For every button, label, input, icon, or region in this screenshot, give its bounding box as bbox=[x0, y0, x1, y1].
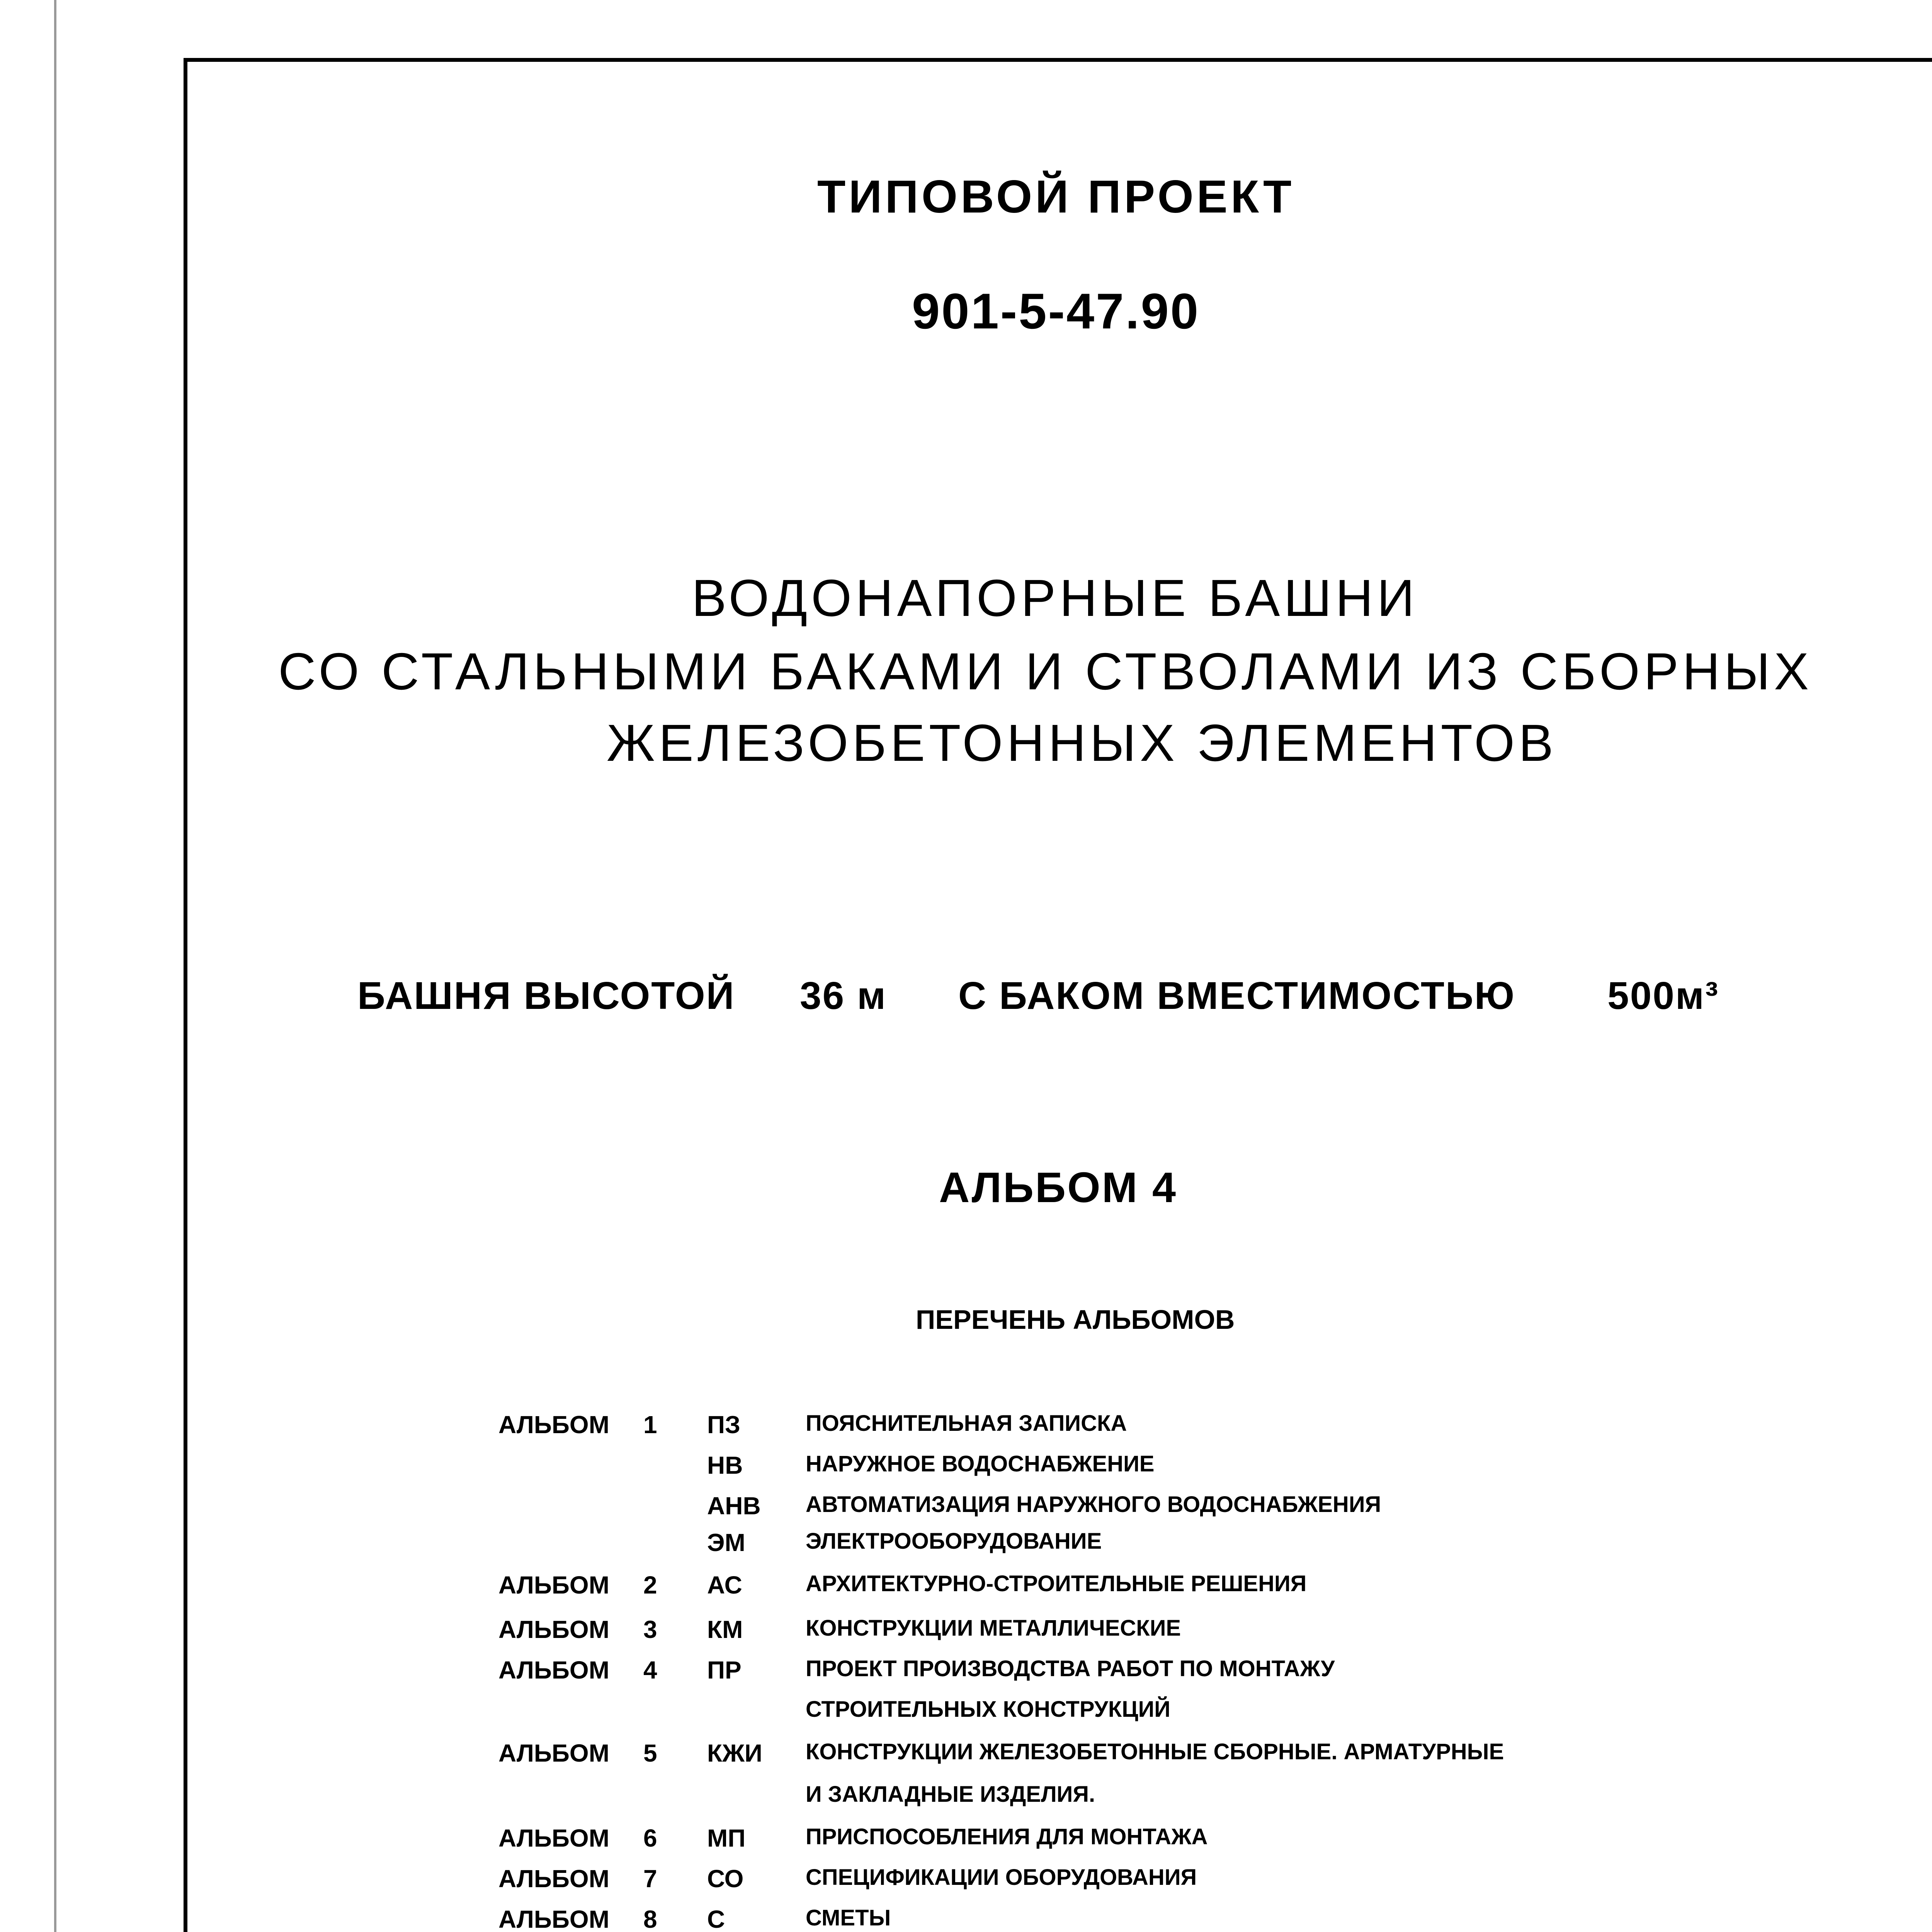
row-description: НАРУЖНОЕ ВОДОСНАБЖЕНИЕ bbox=[806, 1451, 1155, 1476]
row-description: ЭЛЕКТРООБОРУДОВАНИЕ bbox=[806, 1529, 1102, 1554]
row-number: 8 bbox=[643, 1905, 657, 1932]
row-description: АРХИТЕКТУРНО-СТРОИТЕЛЬНЫЕ РЕШЕНИЯ bbox=[806, 1571, 1307, 1596]
row-description: АВТОМАТИЗАЦИЯ НАРУЖНОГО ВОДОСНАБЖЕНИЯ bbox=[806, 1492, 1381, 1517]
row-label: АЛЬБОМ bbox=[498, 1865, 609, 1893]
row-label: АЛЬБОМ bbox=[498, 1905, 609, 1932]
row-code: ПЗ bbox=[707, 1411, 741, 1439]
row-description: И ЗАКЛАДНЫЕ ИЗДЕЛИЯ. bbox=[806, 1782, 1095, 1807]
tank-volume-label: С БАКОМ ВМЕСТИМОСТЬЮ bbox=[958, 974, 1515, 1017]
row-code: МП bbox=[707, 1824, 746, 1852]
row-label: АЛЬБОМ bbox=[498, 1739, 609, 1767]
heading-line-1: ВОДОНАПОРНЫЕ БАШНИ bbox=[692, 569, 1418, 627]
row-code: ЭМ bbox=[707, 1529, 745, 1556]
row-description: СПЕЦИФИКАЦИИ ОБОРУДОВАНИЯ bbox=[806, 1865, 1197, 1890]
row-code: АС bbox=[707, 1571, 742, 1599]
row-label: АЛЬБОМ bbox=[498, 1571, 609, 1599]
row-description: ПРОЕКТ ПРОИЗВОДСТВА РАБОТ ПО МОНТАЖУ bbox=[806, 1656, 1335, 1681]
row-number: 5 bbox=[643, 1739, 657, 1767]
document-type: ТИПОВОЙ ПРОЕКТ bbox=[817, 171, 1295, 223]
album-list-title: ПЕРЕЧЕНЬ АЛЬБОМОВ bbox=[916, 1304, 1235, 1335]
row-label: АЛЬБОМ bbox=[498, 1656, 609, 1684]
row-number: 2 bbox=[643, 1571, 657, 1599]
row-code: ПР bbox=[707, 1656, 742, 1684]
tower-height-label: БАШНЯ ВЫСОТОЙ bbox=[357, 974, 735, 1017]
row-description: ПОЯСНИТЕЛЬНАЯ ЗАПИСКА bbox=[806, 1411, 1127, 1436]
row-code: С bbox=[707, 1905, 725, 1932]
row-number: 6 bbox=[643, 1824, 657, 1852]
row-code: АНВ bbox=[707, 1492, 761, 1520]
row-number: 7 bbox=[643, 1865, 657, 1893]
row-code: НВ bbox=[707, 1451, 743, 1479]
row-code: КМ bbox=[707, 1616, 743, 1643]
tank-volume: 500м³ bbox=[1607, 974, 1719, 1017]
album-number: АЛЬБОМ 4 bbox=[939, 1164, 1178, 1211]
left-scan-edge bbox=[54, 0, 56, 1932]
project-number: 901-5-47.90 bbox=[912, 283, 1200, 339]
row-description: СМЕТЫ bbox=[806, 1905, 891, 1930]
row-number: 1 bbox=[643, 1411, 657, 1439]
row-code: КЖИ bbox=[707, 1739, 762, 1767]
row-number: 4 bbox=[643, 1656, 657, 1684]
row-description: ПРИСПОСОБЛЕНИЯ ДЛЯ МОНТАЖА bbox=[806, 1824, 1208, 1849]
row-label: АЛЬБОМ bbox=[498, 1411, 609, 1439]
row-description: КОНСТРУКЦИИ ЖЕЛЕЗОБЕТОННЫЕ СБОРНЫЕ. АРМАТУРНЫЕ bbox=[806, 1739, 1504, 1764]
row-description: КОНСТРУКЦИИ МЕТАЛЛИЧЕСКИЕ bbox=[806, 1616, 1181, 1641]
tower-height: 36 м bbox=[800, 974, 887, 1017]
row-code: СО bbox=[707, 1865, 744, 1893]
row-label: АЛЬБОМ bbox=[498, 1824, 609, 1852]
heading-line-3: ЖЕЛЕЗОБЕТОННЫХ ЭЛЕМЕНТОВ bbox=[607, 714, 1558, 772]
row-number: 3 bbox=[643, 1616, 657, 1643]
heading-line-2: СО СТАЛЬНЫМИ БАКАМИ И СТВОЛАМИ ИЗ СБОРНЫХ bbox=[278, 642, 1813, 701]
row-description: СТРОИТЕЛЬНЫХ КОНСТРУКЦИЙ bbox=[806, 1697, 1170, 1722]
row-label: АЛЬБОМ bbox=[498, 1616, 609, 1643]
